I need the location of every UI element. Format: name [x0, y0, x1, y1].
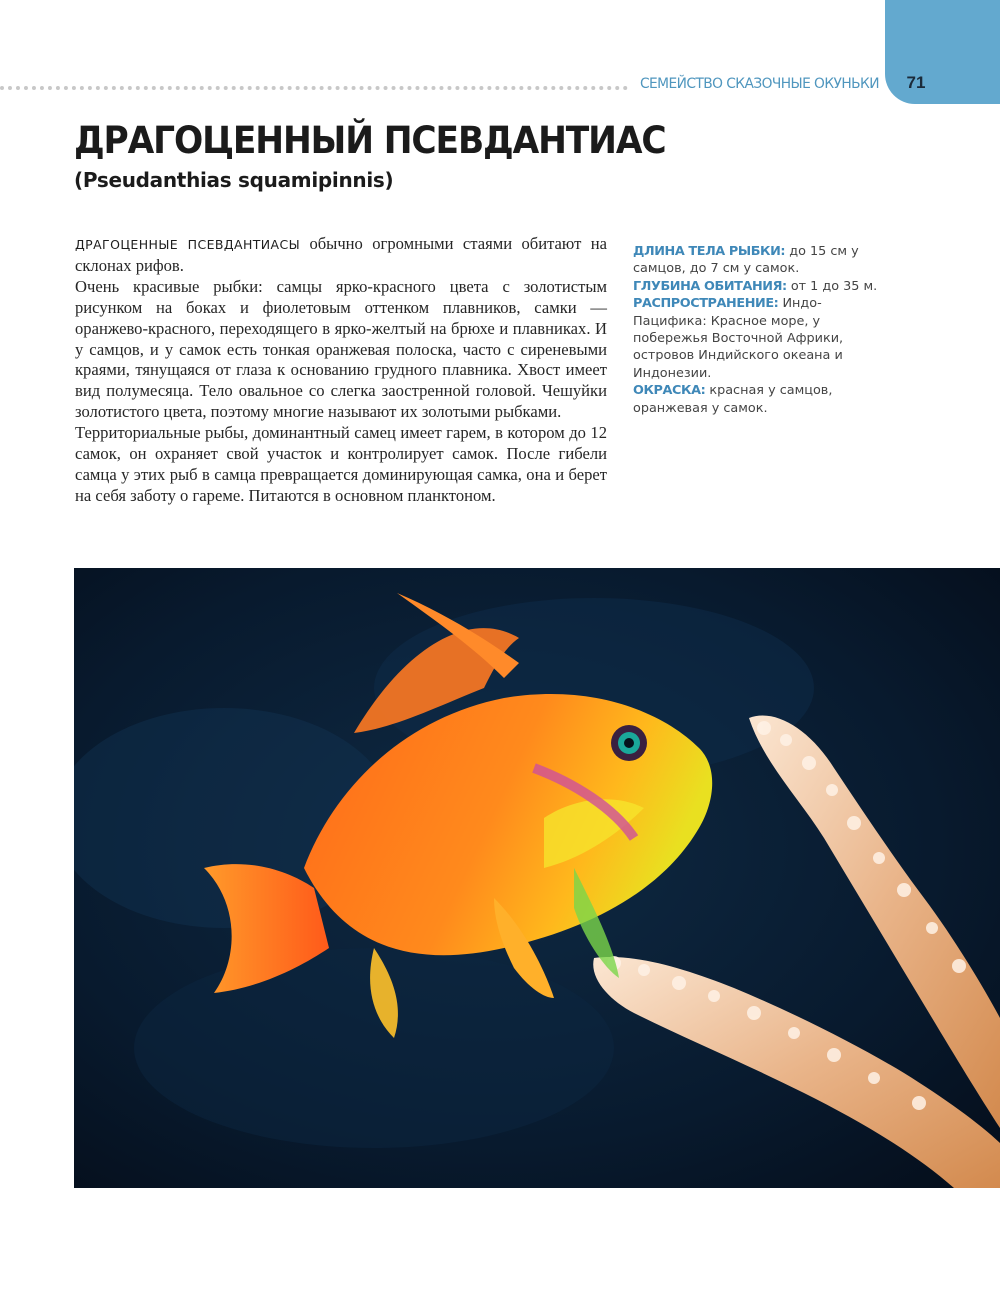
article-body: [75, 234, 607, 507]
fact-depth: [633, 278, 883, 295]
paragraph-3: Территориальные рыбы, доминантный самец имеет гарем, в котором до 12 самок, он охраняет свой участок и контролирует самок. После гибели самца у этих рыб в самца превращается доминирующая самка, она и берет на себя заботу о гареме. Питаются в основном планктоном.: [75, 423, 607, 505]
fact-length-value: до 15 см у самцов, до 7 см у самок.: [633, 244, 859, 277]
lead-rest: обычно огромными стаями обитают на склонах рифов.: [75, 234, 607, 275]
fact-length-label: ДЛИНА ТЕЛА РЫБКИ:: [633, 244, 786, 259]
fact-color-label: ОКРАСКА:: [633, 383, 706, 399]
page-number: 71: [906, 73, 926, 92]
paragraph-2: Очень красивые рыбки: самцы ярко-красного цвета с золотистым рисунком на боках и фиолетовым оттенком плавников, самки — оранжево-красного, переходящего в ярко-желтый на брюхе и плавниках. И у самцов, и у самок есть тонкая оранжевая полоска, часто с сиреневыми краями, тянущаяся от глаза к основанию грудного плавника. Хвост имеет вид полумесяца. Тело овальное со слегка заостренной головой. Чешуйки золотистого цвета, поэтому многие называют их золотыми рыбками.: [75, 276, 607, 422]
fact-color-value: красная у самцов, оранжевая у самок.: [633, 383, 833, 416]
section-title: СЕМЕЙСТВО СКАЗОЧНЫЕ ОКУНЬКИ: [640, 76, 879, 92]
header-dotted-rule: [0, 86, 628, 90]
lead-caps: ДРАГОЦЕННЫЕ ПСЕВДАНТИАСЫ: [75, 237, 301, 252]
fact-color: [633, 382, 883, 417]
fact-depth-value: от 1 до 35 м.: [786, 278, 878, 294]
fact-range: [633, 295, 883, 382]
fact-length: [633, 243, 883, 278]
fact-box: [633, 243, 883, 417]
paragraph-1: [75, 234, 607, 277]
fact-range-value: Индо-Пацифика: Красное море, у побережья Восточной Африки, островов Индийского океана и Индонезии.: [633, 296, 844, 381]
article-subtitle: (Pseudanthias squamipinnis): [74, 168, 394, 192]
article-title: ДРАГОЦЕННЫЙ ПСЕВДАНТИАС: [74, 119, 666, 162]
fish-photo: [74, 568, 1000, 1188]
fact-range-label: РАСПРОСТРАНЕНИЕ:: [633, 296, 779, 312]
fact-depth-label: ГЛУБИНА ОБИТАНИЯ:: [633, 278, 787, 294]
